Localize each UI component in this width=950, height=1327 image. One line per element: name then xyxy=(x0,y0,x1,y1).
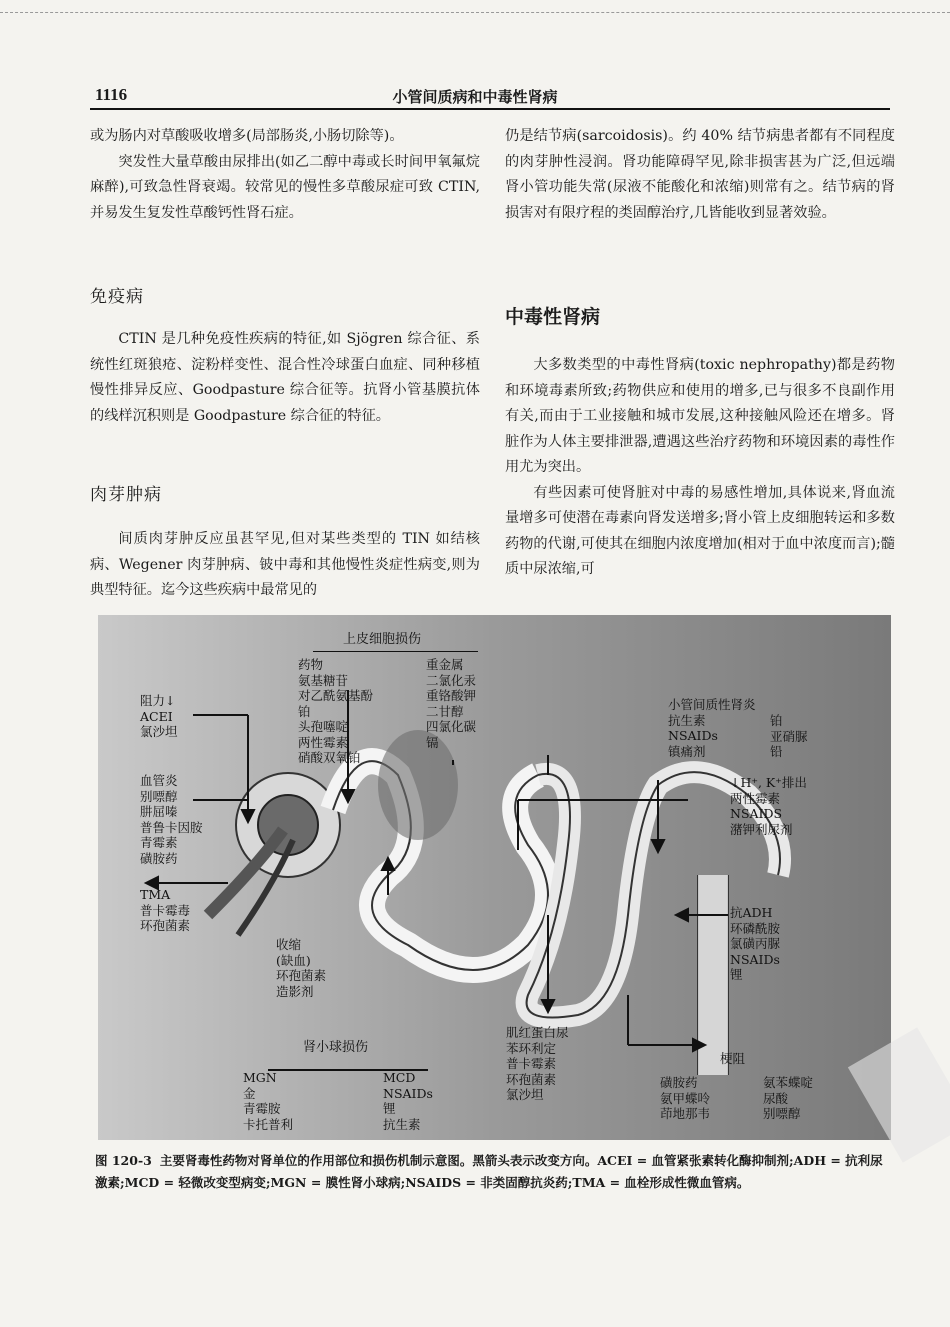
label-interstitial-drugs: 铂 亚硝脲 铅 xyxy=(770,713,808,759)
figure-background xyxy=(98,615,891,1140)
nephron-figure xyxy=(98,615,891,1140)
top-border xyxy=(0,0,950,13)
left-column-2 xyxy=(90,327,480,429)
label-interstitial-nephritis: 小管间质性肾炎 抗生素 NSAIDs 镇痛剂 xyxy=(668,697,756,759)
running-title: 小管间质病和中毒性肾病 xyxy=(392,88,558,106)
label-underline xyxy=(313,651,478,652)
left-column xyxy=(90,124,480,226)
label-vasculitis: 血管炎 别嘌醇 肼屈嗪 普鲁卡因胺 青霉素 磺胺药 xyxy=(140,773,203,866)
section-heading-immune: 免疫病 xyxy=(90,287,144,307)
label-heavy-metals: 重金属 二氯化汞 重铬酸钾 二甘醇 四氯化碳 镉 xyxy=(426,657,477,750)
paragraph: 间质肉芽肿反应虽甚罕见,但对某些类型的 TIN 如结核病、Wegener 肉芽肿病、铍中毒和其他慢性炎症性病变,则为典型特征。迄今这些疾病中最常见的 xyxy=(90,531,480,598)
header-rule xyxy=(90,108,890,110)
label-resistance: 阻力↓ ACEI 氯沙坦 xyxy=(140,693,178,739)
right-column-2 xyxy=(505,353,895,583)
label-constriction: 收缩 (缺血) 环孢菌素 造影剂 xyxy=(276,937,327,999)
paragraph: 有些因素可使肾脏对中毒的易感性增加,具体说来,肾血流量增多可使潜在毒素向肾发送增多;肾小管上皮细胞转运和多数药物的代谢,可使其在细胞内浓度增加(相对于血中浓度而言);髓质中尿浓缩,可 xyxy=(505,484,895,577)
paragraph: 大多数类型的中毒性肾病(toxic nephropathy)都是药物和环境毒素所致;药物供应和使用的增多,已与很多不良副作用有关,而由于工业接触和城市发展,这种接触风险还在增多。肾脏作为人体主要排泄器,遭遇这些治疗药物和环境因素的毒性作用尤为突出。 xyxy=(505,357,895,475)
label-tma: TMA 普卡霉毒 环孢菌素 xyxy=(140,887,191,933)
left-column-3 xyxy=(90,527,480,604)
paragraph: 仍是结节病(sarcoidosis)。约 40% 结节病患者都有不同程度的肉芽肿性浸润。肾功能障碍罕见,除非损害甚为广泛,但远端肾小管功能失常(尿液不能酸化和浓缩)则常有之。结节病的肾损害对有限疗程的类固醇治疗,几皆能收到显著效验。 xyxy=(505,128,895,221)
paragraph: 突发性大量草酸由尿排出(如乙二醇中毒或长时间甲氧氟烷麻醉),可致急性肾衰竭。较常见的慢性多草酸尿症可致 CTIN,并易发生复发性草酸钙性肾石症。 xyxy=(90,153,480,221)
nephron-diagram xyxy=(98,615,891,1140)
page-number: 1116 xyxy=(95,85,128,104)
section-heading-toxic: 中毒性肾病 xyxy=(505,306,601,328)
label-hk-excretion: ↓H⁺, K⁺排出 两性霉素 NSAIDS 潴钾利尿剂 xyxy=(730,775,807,837)
label-anti-adh: 抗ADH 环磷酰胺 氯磺丙脲 NSAIDs 锂 xyxy=(730,905,781,982)
paragraph: CTIN 是几种免疫性疾病的特征,如 Sjögren 综合征、系统性红斑狼疮、淀粉样变性、混合性冷球蛋白血症、同种移植慢性排异反应、Goodpasture 综合征等。抗肾小管基膜抗体的线样沉积则是 Goodpasture 综合征的特征。 xyxy=(90,331,480,424)
label-epithelial-injury: 上皮细胞损伤 xyxy=(343,632,422,647)
figure-caption xyxy=(95,1150,890,1194)
label-obstruction-drugs-1: 磺胺药 氨甲蝶呤 茚地那韦 xyxy=(660,1075,711,1121)
section-heading-granuloma: 肉芽肿病 xyxy=(90,485,162,505)
label-myoglobinuria: 肌红蛋白尿 苯环利定 普卡霉素 环孢菌素 氯沙坦 xyxy=(506,1025,569,1102)
label-glomerular-injury: 肾小球损伤 xyxy=(303,1040,369,1055)
label-obstruction: 梗阻 xyxy=(720,1051,746,1066)
label-mcd: MCD NSAIDs 锂 抗生素 xyxy=(383,1070,433,1132)
right-column xyxy=(505,124,895,226)
caption-text: 主要肾毒性药物对肾单位的作用部位和损伤机制示意图。黑箭头表示改变方向。ACEI = 血管紧张素转化酶抑制剂;ADH = 抗利尿激素;MCD = 轻微改变型病变;MGN = 膜性肾小球病;NSAIDS = 非类固醇抗炎药;TMA = 血栓形成性微血管病。 xyxy=(95,1153,883,1190)
label-obstruction-drugs-2: 氨苯蝶啶 尿酸 别嘌醇 xyxy=(763,1075,814,1121)
paragraph: 或为肠内对草酸吸收增多(局部肠炎,小肠切除等)。 xyxy=(90,128,404,144)
label-drugs: 药物 氨基糖苷 对乙酰氨基酚 铂 头孢噻啶 两性霉素 硝酸双氧铂 xyxy=(298,657,374,765)
label-mgn: MGN 金 青霉胺 卡托普利 xyxy=(243,1070,294,1132)
caption-label: 图 120-3 xyxy=(95,1153,152,1168)
